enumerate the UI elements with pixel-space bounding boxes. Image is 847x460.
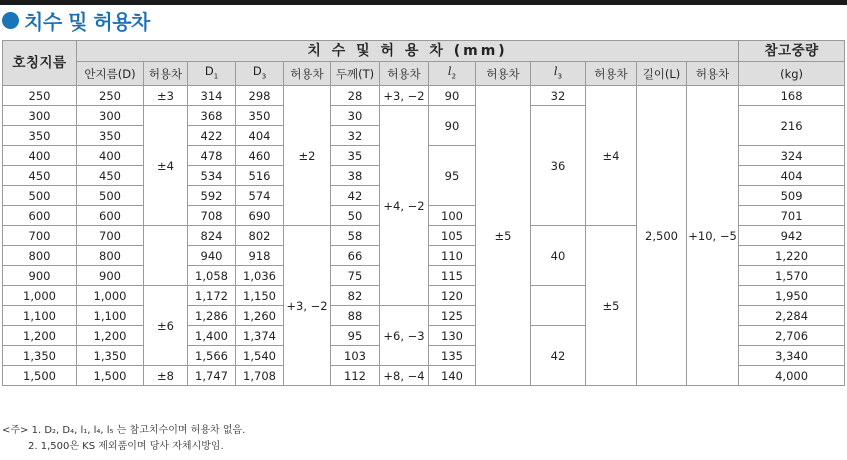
- cell-nominal: 250: [3, 86, 77, 106]
- cell-tol-l3: ±5: [586, 226, 637, 386]
- cell-tol-t: +3, −2: [380, 86, 429, 106]
- cell-weight: 2,706: [739, 326, 845, 346]
- cell-d1: 368: [188, 106, 236, 126]
- cell-nominal: 1,000: [3, 286, 77, 306]
- cell-d1: 314: [188, 86, 236, 106]
- cell-inner: 800: [77, 246, 144, 266]
- cell-l2: 90: [429, 106, 476, 146]
- header-d1-label: D: [204, 64, 214, 78]
- cell-thickness: 58: [331, 226, 380, 246]
- cell-l2: 120: [429, 286, 476, 306]
- cell-weight: 942: [739, 226, 845, 246]
- header-inner-dia: 안지름(D): [77, 62, 144, 86]
- header-tol-l2: 허용차: [476, 62, 531, 86]
- cell-tol-inner: ±3: [144, 86, 188, 106]
- cell-nominal: 600: [3, 206, 77, 226]
- footnote-prefix: <주>: [2, 425, 29, 436]
- cell-d3: 1,260: [236, 306, 284, 326]
- cell-thickness: 32: [331, 126, 380, 146]
- header-d1-sub: 1: [213, 72, 219, 81]
- cell-l2: 90: [429, 86, 476, 106]
- cell-tol-l3: ±4: [586, 86, 637, 226]
- cell-l3: 32: [531, 86, 586, 106]
- cell-inner: 250: [77, 86, 144, 106]
- cell-weight: 4,000: [739, 366, 845, 386]
- cell-weight: 404: [739, 166, 845, 186]
- cell-nominal: 500: [3, 186, 77, 206]
- header-tol-t: 허용차: [380, 62, 429, 86]
- top-bar: [0, 0, 847, 5]
- cell-tol-inner: ±4: [144, 106, 188, 226]
- cell-d3: 1,150: [236, 286, 284, 306]
- cell-tol-inner: ±6: [144, 286, 188, 366]
- cell-inner: 900: [77, 266, 144, 286]
- table-row: [3, 86, 845, 106]
- cell-weight: 701: [739, 206, 845, 226]
- cell-tol-t: +4, −2: [380, 106, 429, 306]
- cell-d3: 404: [236, 126, 284, 146]
- cell-d3: 1,540: [236, 346, 284, 366]
- cell-d1: 592: [188, 186, 236, 206]
- dimension-table: [2, 40, 845, 386]
- cell-l3-blank: [531, 286, 586, 326]
- cell-thickness: 112: [331, 366, 380, 386]
- cell-l3: 42: [531, 326, 586, 386]
- cell-tol-d: +3, −2: [284, 226, 331, 386]
- header-d3-label: D: [252, 64, 262, 78]
- cell-d1: 478: [188, 146, 236, 166]
- cell-d1: 1,400: [188, 326, 236, 346]
- header-d3: [236, 62, 284, 86]
- cell-thickness: 82: [331, 286, 380, 306]
- cell-nominal: 1,200: [3, 326, 77, 346]
- cell-d3: 574: [236, 186, 284, 206]
- cell-weight: 509: [739, 186, 845, 206]
- cell-l2: 130: [429, 326, 476, 346]
- cell-inner: 700: [77, 226, 144, 246]
- cell-tol-d: ±2: [284, 86, 331, 226]
- cell-d3: 802: [236, 226, 284, 246]
- header-l3-label: l: [553, 64, 558, 78]
- header-tol-d: 허용차: [284, 62, 331, 86]
- section-title: [2, 7, 150, 33]
- header-l2: [429, 62, 476, 86]
- cell-tol-t: +8, −4: [380, 366, 429, 386]
- cell-d3: 918: [236, 246, 284, 266]
- header-l2-label: l: [447, 64, 452, 78]
- cell-l2: 115: [429, 266, 476, 286]
- cell-thickness: 38: [331, 166, 380, 186]
- cell-inner: 1,200: [77, 326, 144, 346]
- header-row-2: [3, 62, 845, 86]
- cell-nominal: 700: [3, 226, 77, 246]
- cell-nominal: 1,350: [3, 346, 77, 366]
- footnote-2-text: 2. 1,500은 KS 제외품이며 당사 자체시방임.: [28, 441, 224, 452]
- header-dims: 치 수 및 허 용 차 (mm): [77, 41, 739, 62]
- cell-d1: 940: [188, 246, 236, 266]
- cell-thickness: 103: [331, 346, 380, 366]
- header-tol-inner: 허용차: [144, 62, 188, 86]
- header-ref-weight: 참고중량: [739, 41, 845, 62]
- cell-d3: 690: [236, 206, 284, 226]
- title-text: 치수 및 허용차: [24, 9, 150, 34]
- header-d3-sub: 3: [261, 72, 267, 81]
- header-tol-length: 허용차: [687, 62, 739, 86]
- header-d1: [188, 62, 236, 86]
- cell-weight: 1,570: [739, 266, 845, 286]
- cell-nominal: 1,100: [3, 306, 77, 326]
- cell-weight: 2,284: [739, 306, 845, 326]
- footnote-1-text: 1. D₂, D₄, l₁, l₄, l₅ 는 참고치수이며 허용차 없음.: [31, 425, 246, 436]
- cell-l2: 95: [429, 146, 476, 206]
- cell-d3: 350: [236, 106, 284, 126]
- header-tol-l3: 허용차: [586, 62, 637, 86]
- cell-d3: 1,036: [236, 266, 284, 286]
- cell-d3: 460: [236, 146, 284, 166]
- cell-inner: 400: [77, 146, 144, 166]
- header-l2-sub: 2: [451, 72, 457, 81]
- cell-tol-inner-blank: [144, 226, 188, 286]
- cell-thickness: 95: [331, 326, 380, 346]
- cell-d3: 1,708: [236, 366, 284, 386]
- cell-d1: 1,286: [188, 306, 236, 326]
- cell-weight: 1,950: [739, 286, 845, 306]
- cell-l3: 36: [531, 106, 586, 226]
- cell-thickness: 42: [331, 186, 380, 206]
- cell-nominal: 400: [3, 146, 77, 166]
- cell-d3: 298: [236, 86, 284, 106]
- cell-d1: 1,566: [188, 346, 236, 366]
- cell-tol-length: +10, −5: [687, 86, 739, 386]
- footnotes: [2, 423, 245, 455]
- cell-thickness: 30: [331, 106, 380, 126]
- cell-l2: 135: [429, 346, 476, 366]
- cell-thickness: 88: [331, 306, 380, 326]
- header-length: 길이(L): [637, 62, 687, 86]
- cell-tol-l2: ±5: [476, 86, 531, 386]
- cell-tol-t: +6, −3: [380, 306, 429, 366]
- cell-d1: 1,747: [188, 366, 236, 386]
- cell-inner: 1,000: [77, 286, 144, 306]
- cell-l2: 105: [429, 226, 476, 246]
- header-weight-unit: (kg): [739, 62, 845, 86]
- cell-weight: 168: [739, 86, 845, 106]
- cell-inner: 1,350: [77, 346, 144, 366]
- cell-d1: 1,058: [188, 266, 236, 286]
- cell-inner: 300: [77, 106, 144, 126]
- cell-nominal: 350: [3, 126, 77, 146]
- cell-thickness: 28: [331, 86, 380, 106]
- cell-thickness: 50: [331, 206, 380, 226]
- bullet-icon: [2, 12, 19, 29]
- cell-nominal: 450: [3, 166, 77, 186]
- footnote-2: [2, 439, 245, 455]
- cell-weight: 3,340: [739, 346, 845, 366]
- header-thickness: 두께(T): [331, 62, 380, 86]
- cell-weight: 1,220: [739, 246, 845, 266]
- cell-inner: 450: [77, 166, 144, 186]
- cell-inner: 500: [77, 186, 144, 206]
- header-l3: [531, 62, 586, 86]
- cell-l2: 110: [429, 246, 476, 266]
- cell-nominal: 900: [3, 266, 77, 286]
- cell-d1: 534: [188, 166, 236, 186]
- cell-inner: 1,100: [77, 306, 144, 326]
- cell-d1: 422: [188, 126, 236, 146]
- cell-thickness: 75: [331, 266, 380, 286]
- header-nominal: 호칭지름: [3, 41, 77, 86]
- cell-l2: 125: [429, 306, 476, 326]
- cell-weight: 324: [739, 146, 845, 166]
- cell-d1: 1,172: [188, 286, 236, 306]
- cell-inner: 350: [77, 126, 144, 146]
- cell-nominal: 300: [3, 106, 77, 126]
- header-l3-sub: 3: [557, 72, 563, 81]
- cell-l2: 100: [429, 206, 476, 226]
- cell-inner: 600: [77, 206, 144, 226]
- cell-tol-inner: ±8: [144, 366, 188, 386]
- cell-length: 2,500: [637, 86, 687, 386]
- footnote-1: [2, 423, 245, 439]
- cell-nominal: 1,500: [3, 366, 77, 386]
- cell-d1: 708: [188, 206, 236, 226]
- cell-l2: 140: [429, 366, 476, 386]
- cell-nominal: 800: [3, 246, 77, 266]
- header-row-1: [3, 41, 845, 62]
- cell-d3: 1,374: [236, 326, 284, 346]
- cell-thickness: 66: [331, 246, 380, 266]
- cell-d1: 824: [188, 226, 236, 246]
- cell-l3: 40: [531, 226, 586, 286]
- cell-inner: 1,500: [77, 366, 144, 386]
- cell-thickness: 35: [331, 146, 380, 166]
- cell-weight: 216: [739, 106, 845, 146]
- cell-d3: 516: [236, 166, 284, 186]
